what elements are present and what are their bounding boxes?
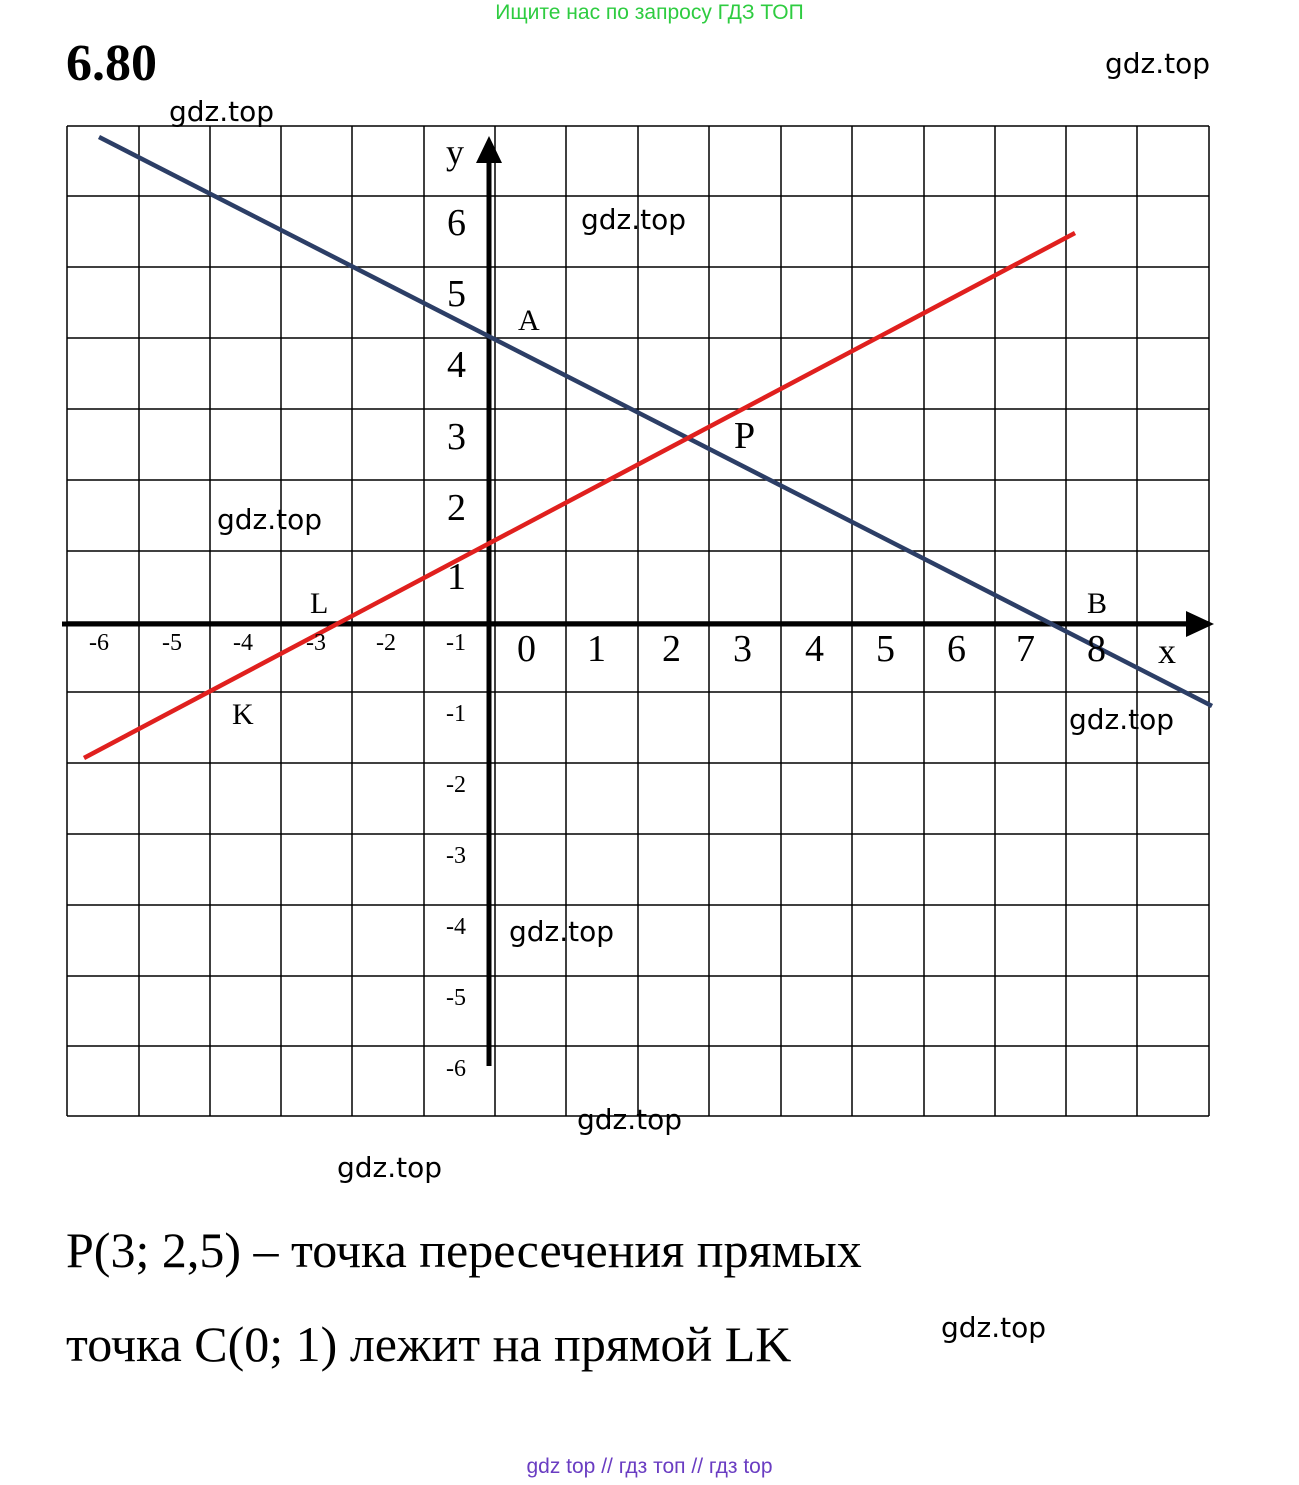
x-tick-label: 8 — [1087, 628, 1106, 670]
y-tick-label: 4 — [447, 344, 466, 386]
y-tick-label: 5 — [447, 273, 466, 315]
x-tick-label: 1 — [587, 628, 606, 670]
y-axis-arrow — [476, 136, 502, 163]
x-tick-label: 6 — [947, 628, 966, 670]
y-tick-label: -1 — [446, 701, 466, 727]
watermark: gdz.top — [1105, 47, 1211, 80]
y-tick-label: -6 — [446, 1056, 466, 1082]
y-tick-label: 1 — [447, 556, 466, 598]
y-tick-label: -3 — [446, 843, 466, 869]
x-tick-label: -3 — [306, 630, 326, 656]
y-tick-label: -4 — [446, 914, 466, 940]
watermark: gdz.top — [581, 203, 687, 236]
x-tick-label: 3 — [733, 628, 752, 670]
y-axis-label: y — [446, 132, 464, 172]
watermark: gdz.top — [509, 915, 615, 948]
footer-links[interactable]: gdz top // гдз топ // гдз top — [526, 1455, 773, 1478]
watermark: gdz.top — [941, 1311, 1047, 1344]
y-tick-label: 6 — [447, 202, 466, 244]
point-label-a: A — [518, 304, 540, 337]
watermark: gdz.top — [217, 503, 323, 536]
x-tick-label: -2 — [376, 630, 396, 656]
watermark: gdz.top — [169, 95, 275, 128]
point-label-k: K — [232, 698, 254, 731]
x-axis-label: x — [1158, 631, 1176, 671]
x-tick-label: -1 — [446, 630, 466, 656]
x-axis-arrow — [1186, 611, 1214, 637]
watermark: gdz.top — [577, 1103, 683, 1136]
y-tick-label: -5 — [446, 985, 466, 1011]
x-tick-label: 5 — [876, 628, 895, 670]
x-tick-label: 2 — [662, 628, 681, 670]
point-label-p: P — [734, 415, 756, 457]
answer-line-2: точка C(0; 1) лежит на прямой LK — [66, 1316, 792, 1372]
top-banner[interactable]: Ищите нас по запросу ГДЗ ТОП — [495, 1, 804, 24]
watermark: gdz.top — [337, 1151, 443, 1184]
grid — [67, 126, 1209, 1116]
line-lk — [84, 233, 1075, 758]
y-tick-label: 2 — [447, 487, 466, 529]
problem-number: 6.80 — [66, 35, 157, 92]
watermark: gdz.top — [1069, 703, 1175, 736]
x-tick-label: -6 — [89, 630, 109, 656]
x-tick-label: 4 — [805, 628, 824, 670]
point-label-l: L — [310, 587, 329, 620]
x-tick-label: -4 — [233, 630, 253, 656]
answer-line-1: P(3; 2,5) – точка пересечения прямых — [66, 1222, 862, 1278]
x-tick-label: -5 — [162, 630, 182, 656]
point-label-b: B — [1087, 587, 1108, 620]
x-tick-label: 7 — [1016, 628, 1035, 670]
x-tick-label: 0 — [517, 628, 536, 670]
y-tick-label: -2 — [446, 772, 466, 798]
y-tick-label: 3 — [447, 416, 466, 458]
